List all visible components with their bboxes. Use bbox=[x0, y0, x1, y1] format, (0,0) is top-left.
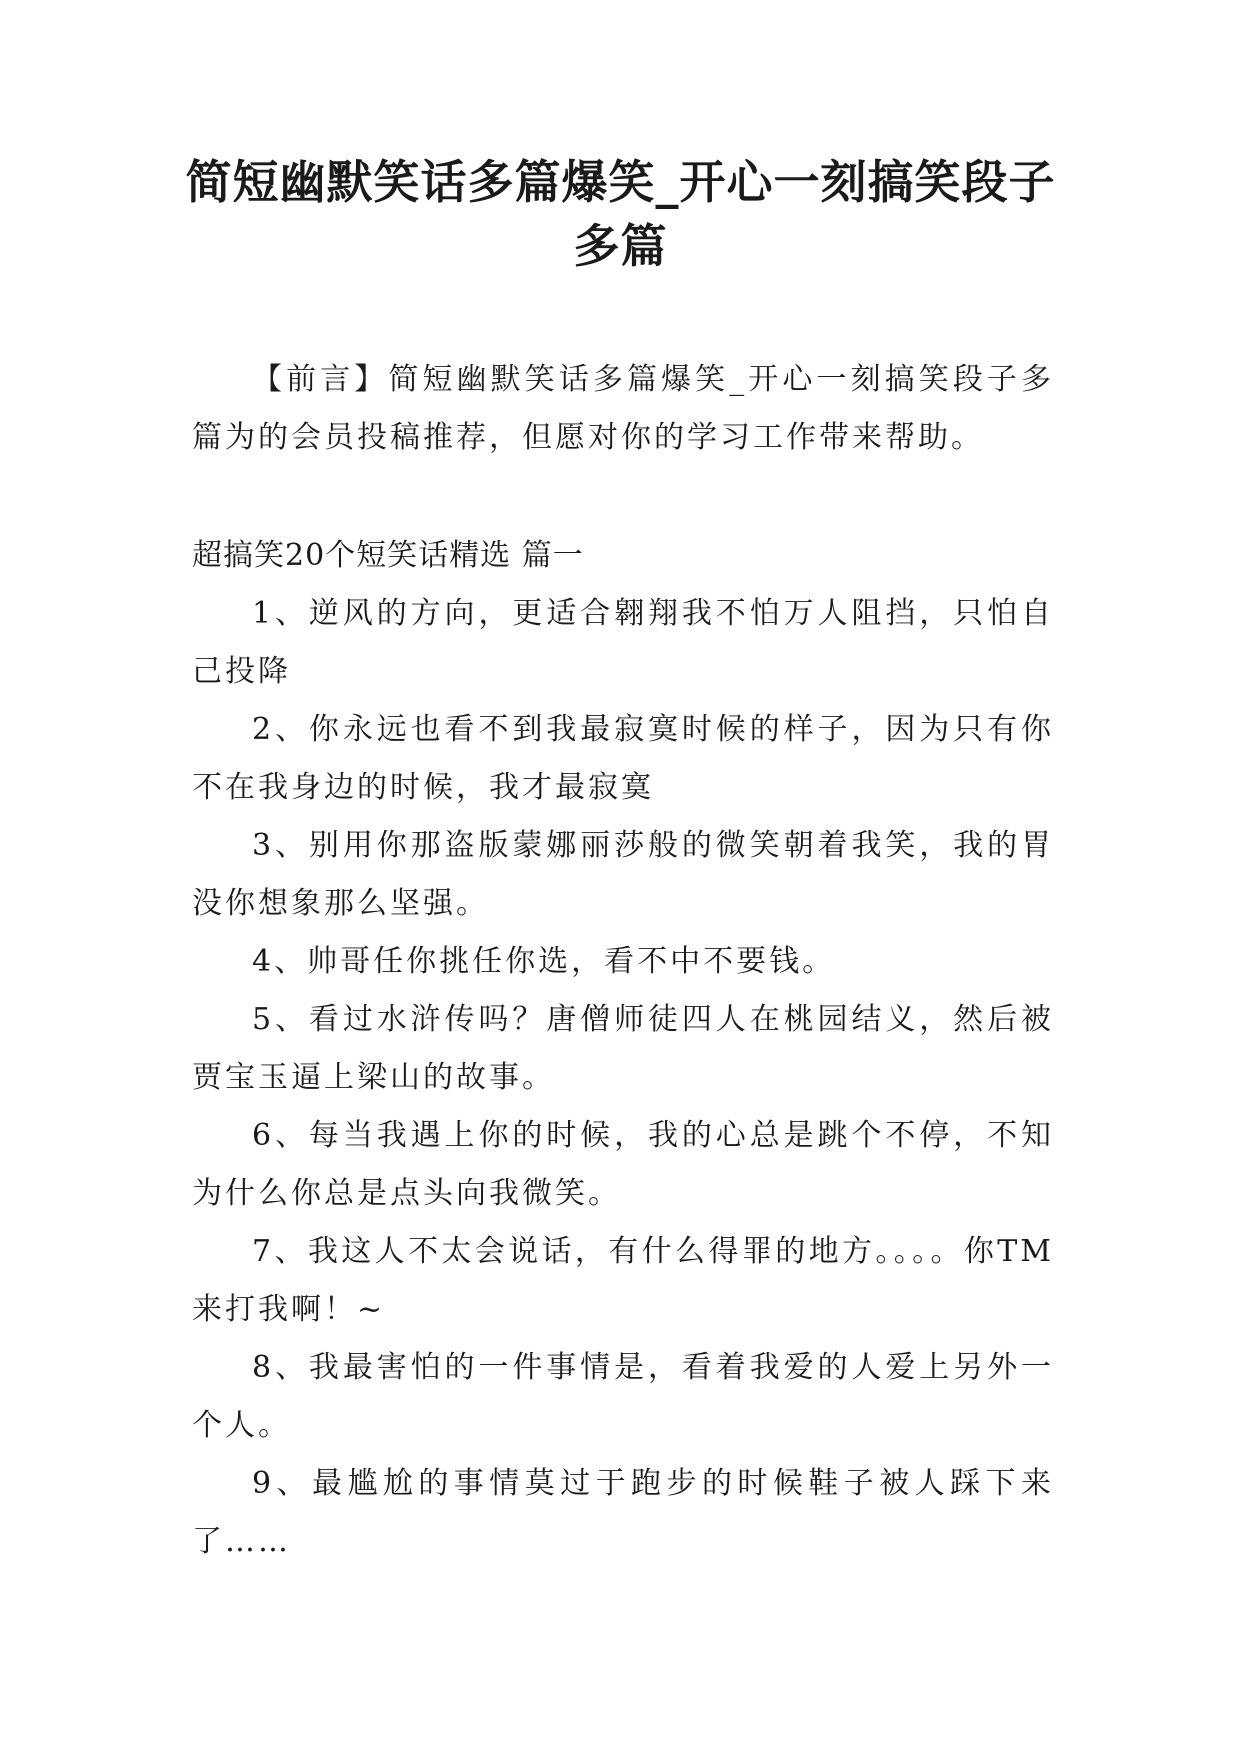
list-item: 9、最尴尬的事情莫过于跑步的时候鞋子被人踩下来了…… bbox=[192, 1466, 1054, 1559]
title-line-2: 多篇 bbox=[573, 219, 668, 273]
list-item: 3、别用你那盗版蒙娜丽莎般的微笑朝着我笑，我的胃没你想象那么坚强。 bbox=[192, 828, 1054, 921]
list-item: 5、看过水浒传吗？唐僧师徒四人在桃园结义，然后被贾宝玉逼上梁山的故事。 bbox=[192, 1002, 1054, 1095]
list-item: 2、你永远也看不到我最寂寞时候的样子，因为只有你不在我身边的时候，我才最寂寞 bbox=[192, 712, 1054, 805]
title-line-1: 简短幽默笑话多篇爆笑_开心一刻搞笑段子 bbox=[185, 155, 1056, 209]
list-item: 7、我这人不太会说话，有什么得罪的地方。。。。你TM来打我啊！~ bbox=[192, 1234, 1054, 1327]
section-heading: 超搞笑20个短笑话精选 篇一 bbox=[192, 538, 584, 573]
list-item: 4、帅哥任你挑任你选，看不中不要钱。 bbox=[252, 944, 836, 979]
preface-paragraph: 【前言】简短幽默笑话多篇爆笑_开心一刻搞笑段子多篇为的会员投稿推荐，但愿对你的学习工作带来帮助。 bbox=[192, 362, 1054, 455]
list-item: 1、逆风的方向，更适合翱翔我不怕万人阻挡，只怕自己投降 bbox=[192, 596, 1054, 689]
list-item: 6、每当我遇上你的时候，我的心总是跳个不停，不知为什么你总是点头向我微笑。 bbox=[192, 1118, 1054, 1211]
list-item: 8、我最害怕的一件事情是，看着我爱的人爱上另外一个人。 bbox=[192, 1350, 1054, 1443]
joke-list bbox=[192, 585, 1054, 1571]
document-title bbox=[160, 150, 1081, 278]
